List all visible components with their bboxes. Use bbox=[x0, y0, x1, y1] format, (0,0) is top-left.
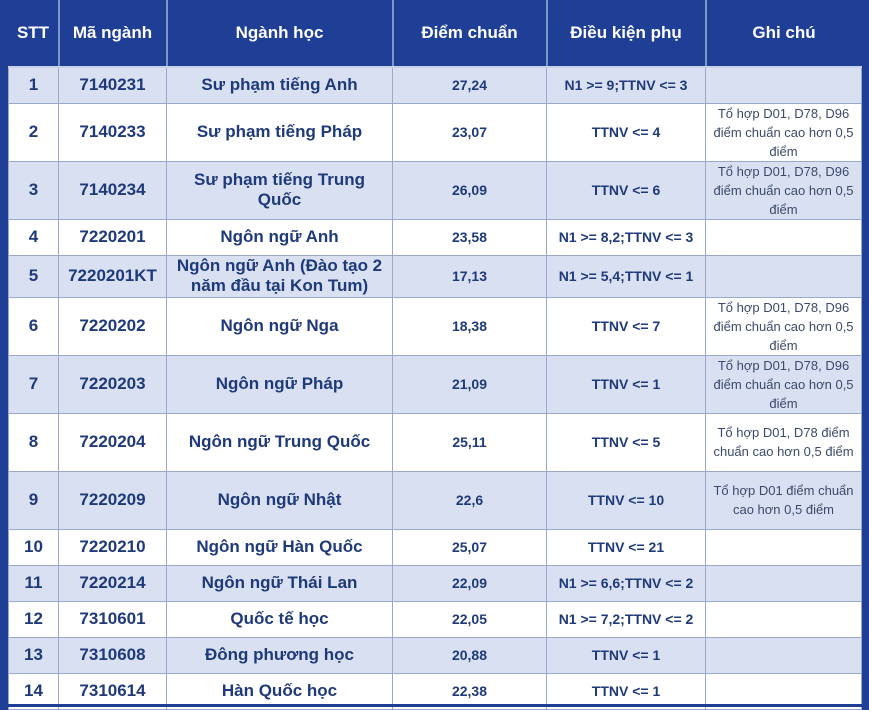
cell-major: Ngôn ngữ Anh bbox=[167, 219, 393, 255]
cell-note: Tổ hợp D01, D78, D96 điểm chuẩn cao hơn 0,5 điểm bbox=[706, 297, 862, 355]
cell-stt: 7 bbox=[9, 355, 59, 413]
header-note: Ghi chú bbox=[706, 0, 862, 67]
cell-condition: TTNV <= 5 bbox=[547, 413, 706, 471]
cell-score: 22,38 bbox=[393, 673, 547, 709]
cell-stt: 6 bbox=[9, 297, 59, 355]
header-score: Điểm chuẩn bbox=[393, 0, 547, 67]
cell-condition: N1 >= 6,6;TTNV <= 2 bbox=[547, 565, 706, 601]
cell-stt: 11 bbox=[9, 565, 59, 601]
cell-major: Sư phạm tiếng Trung Quốc bbox=[167, 161, 393, 219]
cell-code: 7220210 bbox=[59, 529, 167, 565]
cell-stt: 3 bbox=[9, 161, 59, 219]
cell-code: 7220203 bbox=[59, 355, 167, 413]
cell-code: 7220201KT bbox=[59, 255, 167, 297]
cell-code: 7140233 bbox=[59, 103, 167, 161]
cell-major: Ngôn ngữ Trung Quốc bbox=[167, 413, 393, 471]
admission-scores-table bbox=[8, 0, 862, 710]
cell-stt: 1 bbox=[9, 67, 59, 103]
cell-stt: 13 bbox=[9, 637, 59, 673]
cell-note bbox=[706, 67, 862, 103]
cell-note bbox=[706, 565, 862, 601]
cell-stt: 9 bbox=[9, 471, 59, 529]
cell-code: 7310614 bbox=[59, 673, 167, 709]
table-row bbox=[9, 529, 862, 565]
cell-score: 21,09 bbox=[393, 355, 547, 413]
cell-condition: TTNV <= 1 bbox=[547, 355, 706, 413]
cell-stt: 14 bbox=[9, 673, 59, 709]
cell-condition: N1 >= 7,2;TTNV <= 2 bbox=[547, 601, 706, 637]
cell-code: 7310608 bbox=[59, 637, 167, 673]
cell-note: Tổ hợp D01, D78 điểm chuẩn cao hơn 0,5 điểm bbox=[706, 413, 862, 471]
cell-score: 18,38 bbox=[393, 297, 547, 355]
cell-condition: TTNV <= 21 bbox=[547, 529, 706, 565]
cell-condition: TTNV <= 1 bbox=[547, 673, 706, 709]
cell-note: Tổ hợp D01, D78, D96 điểm chuẩn cao hơn 0,5 điểm bbox=[706, 161, 862, 219]
cell-code: 7220201 bbox=[59, 219, 167, 255]
cell-note bbox=[706, 219, 862, 255]
cell-major: Sư phạm tiếng Anh bbox=[167, 67, 393, 103]
cell-score: 25,11 bbox=[393, 413, 547, 471]
table-row bbox=[9, 103, 862, 161]
cell-condition: N1 >= 5,4;TTNV <= 1 bbox=[547, 255, 706, 297]
table-row bbox=[9, 413, 862, 471]
cell-major: Ngôn ngữ Hàn Quốc bbox=[167, 529, 393, 565]
cell-condition: N1 >= 8,2;TTNV <= 3 bbox=[547, 219, 706, 255]
table-header-row bbox=[9, 0, 862, 67]
table-body bbox=[9, 67, 862, 709]
cell-major: Sư phạm tiếng Pháp bbox=[167, 103, 393, 161]
cell-score: 22,09 bbox=[393, 565, 547, 601]
cell-score: 25,07 bbox=[393, 529, 547, 565]
cell-score: 26,09 bbox=[393, 161, 547, 219]
cell-score: 17,13 bbox=[393, 255, 547, 297]
table-row bbox=[9, 255, 862, 297]
cell-major: Quốc tế học bbox=[167, 601, 393, 637]
cell-major: Ngôn ngữ Pháp bbox=[167, 355, 393, 413]
cell-major: Ngôn ngữ Anh (Đào tạo 2 năm đầu tại Kon Tum) bbox=[167, 255, 393, 297]
cell-note bbox=[706, 529, 862, 565]
table-row bbox=[9, 637, 862, 673]
cell-score: 23,58 bbox=[393, 219, 547, 255]
header-major: Ngành học bbox=[167, 0, 393, 67]
cell-note: Tổ hợp D01, D78, D96 điểm chuẩn cao hơn 0,5 điểm bbox=[706, 355, 862, 413]
cell-code: 7220202 bbox=[59, 297, 167, 355]
cell-score: 27,24 bbox=[393, 67, 547, 103]
cell-score: 20,88 bbox=[393, 637, 547, 673]
cell-major: Hàn Quốc học bbox=[167, 673, 393, 709]
cell-major: Đông phương học bbox=[167, 637, 393, 673]
table-row bbox=[9, 601, 862, 637]
cell-stt: 5 bbox=[9, 255, 59, 297]
table-row bbox=[9, 161, 862, 219]
cell-note bbox=[706, 255, 862, 297]
cell-code: 7220214 bbox=[59, 565, 167, 601]
cell-major: Ngôn ngữ Nhật bbox=[167, 471, 393, 529]
cell-score: 22,05 bbox=[393, 601, 547, 637]
table-row bbox=[9, 219, 862, 255]
cell-note: Tổ hợp D01 điểm chuẩn cao hơn 0,5 điểm bbox=[706, 471, 862, 529]
cell-stt: 4 bbox=[9, 219, 59, 255]
cell-code: 7140231 bbox=[59, 67, 167, 103]
cell-condition: N1 >= 9;TTNV <= 3 bbox=[547, 67, 706, 103]
header-code: Mã ngành bbox=[59, 0, 167, 67]
cell-code: 7310601 bbox=[59, 601, 167, 637]
cell-condition: TTNV <= 4 bbox=[547, 103, 706, 161]
cell-code: 7220204 bbox=[59, 413, 167, 471]
cell-note bbox=[706, 601, 862, 637]
cell-major: Ngôn ngữ Nga bbox=[167, 297, 393, 355]
table-row bbox=[9, 297, 862, 355]
table-row bbox=[9, 355, 862, 413]
cell-condition: TTNV <= 1 bbox=[547, 637, 706, 673]
cell-stt: 12 bbox=[9, 601, 59, 637]
header-condition: Điều kiện phụ bbox=[547, 0, 706, 67]
cell-stt: 2 bbox=[9, 103, 59, 161]
table-row bbox=[9, 565, 862, 601]
cell-condition: TTNV <= 10 bbox=[547, 471, 706, 529]
cell-stt: 8 bbox=[9, 413, 59, 471]
cell-code: 7140234 bbox=[59, 161, 167, 219]
table-row bbox=[9, 471, 862, 529]
cell-note bbox=[706, 637, 862, 673]
header-stt: STT bbox=[9, 0, 59, 67]
cell-condition: TTNV <= 6 bbox=[547, 161, 706, 219]
cell-note: Tổ hợp D01, D78, D96 điểm chuẩn cao hơn 0,5 điểm bbox=[706, 103, 862, 161]
cell-score: 23,07 bbox=[393, 103, 547, 161]
cell-score: 22,6 bbox=[393, 471, 547, 529]
cell-stt: 10 bbox=[9, 529, 59, 565]
cell-code: 7220209 bbox=[59, 471, 167, 529]
cell-major: Ngôn ngữ Thái Lan bbox=[167, 565, 393, 601]
cell-condition: TTNV <= 7 bbox=[547, 297, 706, 355]
table-row bbox=[9, 67, 862, 103]
